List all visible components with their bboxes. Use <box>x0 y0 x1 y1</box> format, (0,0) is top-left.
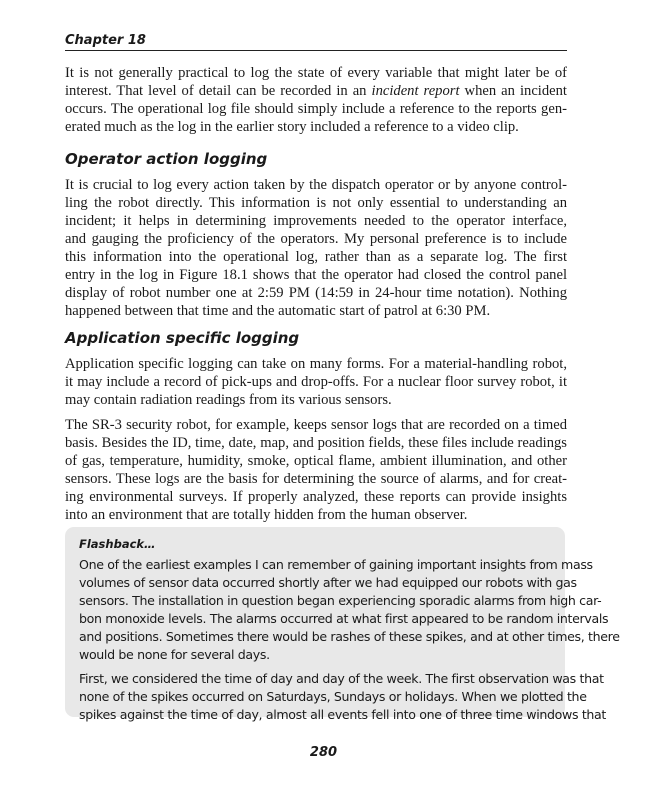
text-line: It is crucial to log every action taken by the dispatch operator or by anyone control- <box>65 177 567 193</box>
text-line: erated much as the log in the earlier story included a reference to a video clip. <box>65 119 519 135</box>
text-line: interest. That level of detail can be recorded in an incident report when an incident <box>65 83 567 99</box>
flashback-title: Flashback… <box>79 537 156 551</box>
text-line: it may include a record of pick-ups and drop-offs. For a nuclear floor survey robot, it <box>65 374 567 390</box>
text-line: occurs. The operational log file should simply include a reference to the reports gen- <box>65 101 567 117</box>
text-line: this information into the operational log, rather than as a separate log. The first <box>65 249 567 265</box>
text-line: happened between that time and the automatic start of patrol at 6:30 PM. <box>65 303 491 319</box>
text-line: bon monoxide levels. The alarms occurred at what first appeared to be random intervals <box>79 611 609 626</box>
flashback-paragraph-2 <box>79 670 606 724</box>
text-line: may contain radiation readings from its various sensors. <box>65 392 392 408</box>
chapter-header: Chapter 18 <box>65 33 146 48</box>
section-heading-operator-action-logging: Operator action logging <box>65 150 268 168</box>
text-line: Application specific logging can take on many forms. For a material-handling robot, <box>65 356 567 372</box>
header-rule <box>65 50 567 51</box>
text-line: none of the spikes occurred on Saturdays, Sundays or holidays. When we plotted the <box>79 689 587 704</box>
text-line: sensors. These logs are the basis for determining the source of alarms, and for creat- <box>65 471 567 487</box>
text-line: sensors. The installation in question began experiencing sporadic alarms from high car- <box>79 593 602 608</box>
section-heading-application-specific-logging: Application specific logging <box>65 329 300 347</box>
page-number: 280 <box>309 745 338 760</box>
text-line: into an environment that are totally hidden from the human observer. <box>65 507 468 523</box>
text-line: First, we considered the time of day and day of the week. The first observation was that <box>79 671 604 686</box>
paragraph-1 <box>65 64 567 136</box>
paragraph-3 <box>65 355 567 409</box>
text-line: One of the earliest examples I can remember of gaining important insights from mass <box>79 557 593 572</box>
text-line: ing environmental surveys. If properly analyzed, these reports can provide insights <box>65 489 567 505</box>
text-line: volumes of sensor data occurred shortly after we had equipped our robots with gas <box>79 575 577 590</box>
text-line: and positions. Sometimes there would be rashes of these spikes, and at other times, there <box>79 629 620 644</box>
text-line: It is not generally practical to log the state of every variable that might later be of <box>65 65 567 81</box>
text-line: entry in the log in Figure 18.1 shows that the operator had closed the control panel <box>65 267 567 283</box>
text-line: ling the robot directly. This information is not only essential to understanding an <box>65 195 567 211</box>
text-line: of gas, temperature, humidity, smoke, optical flame, ambient illumination, and other <box>65 453 567 469</box>
text-line: incident; it helps in determining improvements needed to the operator interface, <box>65 213 567 229</box>
text-line: The SR-3 security robot, for example, keeps sensor logs that are recorded on a timed <box>65 417 567 433</box>
text-line: would be none for several days. <box>79 647 270 662</box>
paragraph-2 <box>65 176 567 320</box>
paragraph-4 <box>65 416 567 524</box>
text-line: spikes against the time of day, almost all events fell into one of three time windows that <box>79 707 606 722</box>
flashback-sidebar <box>65 527 620 722</box>
text-line: display of robot number one at 2:59 PM (14:59 in 24-hour time notation). Nothing <box>65 285 567 301</box>
text-line: basis. Besides the ID, time, date, map, and position fields, these files include readings <box>65 435 567 451</box>
text-line: and gauging the proficiency of the operators. My personal preference is to include <box>65 231 567 247</box>
flashback-paragraph-1 <box>79 556 620 664</box>
